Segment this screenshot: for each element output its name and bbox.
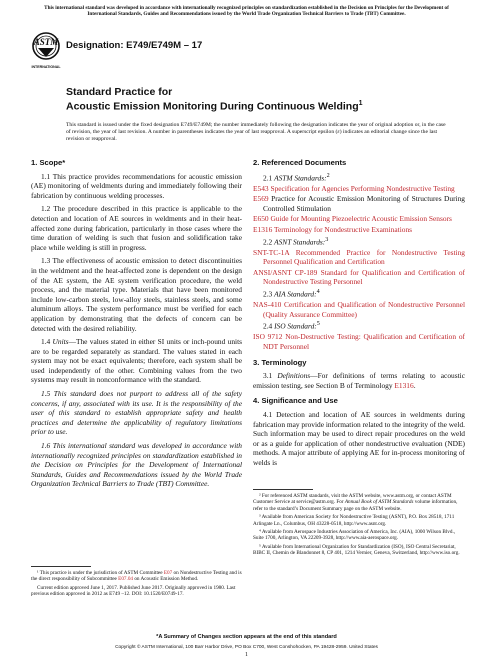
reference-item bbox=[253, 267, 465, 287]
summary-of-changes-note: *A Summary of Changes section appears at the end of this standard bbox=[156, 634, 337, 640]
scope-1-1: 1.1 This practice provides recommendations for acoustic emission (AE) monitoring of weldments during and immediately following their fabrication by continuous welding processes. bbox=[31, 171, 242, 200]
e07-link[interactable]: E07 bbox=[163, 570, 173, 576]
reference-title[interactable]: Terminology for Nondestructive Examinations bbox=[272, 225, 413, 235]
reference-title: Practice for Acoustic Emission Monitoring of Structures During Controlled Stimulation bbox=[263, 194, 465, 213]
footnotes-right bbox=[253, 493, 465, 559]
section-terminology-heading: 3. Terminology bbox=[253, 357, 307, 367]
reference-code-link[interactable]: E1316 bbox=[253, 225, 273, 235]
reference-code-link[interactable]: ANSI/ASNT CP-189 bbox=[253, 267, 318, 277]
reference-item bbox=[253, 247, 465, 267]
iso-standard-subheading: 2.4 ISO Standard:$^5$ bbox=[263, 321, 320, 331]
reference-item bbox=[253, 214, 465, 224]
reference-item bbox=[253, 225, 465, 235]
footnote-5: ⁵ Available from International Organization for Standardization (ISO), ISO Central Secretariat, BIBC II, Chemin de Blandonnet 8, CP 401, 1214 Vernier, Geneva, Switzerland, http://www.iso.org. bbox=[253, 543, 460, 557]
reference-title[interactable]: Non-Destructive Testing: Qualification and Certification of NDT Personnel bbox=[263, 332, 465, 351]
asnt-standards-subheading: 2.2 ASNT Standards:$^3$ bbox=[263, 236, 329, 247]
e1316-link[interactable]: E1316 bbox=[394, 380, 414, 390]
footnote-divider-left bbox=[31, 566, 91, 567]
aia-standard-subheading: 2.3 AIA Standard:$^4$ bbox=[263, 289, 320, 299]
copyright-line: Copyright © ASTM International, 100 Barr Harbor Drive, PO Box C700, West Conshohocken, PA 19428-2959. United States bbox=[115, 645, 378, 650]
scope-1-3: 1.3 The effectiveness of acoustic emission to detect discontinuities in the weldment and the heat-affected zone is dependent on the design of the AE system, the AE system verification procedure, the weld process, and the material type. Materials that have been monitored include low-carbon steels, low-alloy steels, stainless steels, and some aluminum alloys. The system performance must be verified for each application by demonstrating that the defects of concern can be detected with the desired reliability. bbox=[31, 256, 242, 333]
reference-code-link[interactable]: E650 bbox=[253, 214, 269, 224]
scope-1-4: 1.4 Units—The values stated in either SI units or inch-pound units are to be regarded separately as standard. The values stated in each system may not be exact equivalents; therefore, each system shall be used independently of the other. Combining values from the two systems may result in nonconformance with the standard. bbox=[31, 337, 242, 385]
astm-logo-icon bbox=[31, 30, 61, 72]
reference-title[interactable]: Certification and Qualification of Nondestructive Personnel (Quality Assurance Committee) bbox=[263, 300, 465, 319]
title-footnote-mark[interactable]: 1 bbox=[358, 100, 363, 107]
e07-04-link[interactable]: E07.04 bbox=[118, 576, 134, 583]
title-line-2: Acoustic Emission Monitoring During Continuous Welding$^1$ bbox=[66, 100, 363, 113]
reference-code-link[interactable]: NAS-410 bbox=[253, 300, 282, 310]
asnt-reference-list bbox=[253, 248, 465, 287]
reference-item bbox=[253, 332, 465, 351]
page-number: 1 bbox=[245, 652, 248, 658]
reference-title[interactable]: Guide for Mounting Piezoelectric Acoustic Emission Sensors bbox=[268, 214, 452, 224]
section-referenced-heading: 2. Referenced Documents bbox=[253, 158, 347, 167]
svg-text:INTERNATIONAL: INTERNATIONAL bbox=[31, 65, 61, 69]
footnote-4: ⁴ Available from Aerospace Industries Association of America, Inc. (AIA), 1000 Wilson Blvd., Suite 1700, Arlington, VA 22209-3928, http://www.aia-aerospace.org. bbox=[253, 529, 456, 542]
reference-code-link[interactable]: E543 bbox=[253, 183, 269, 193]
terminology-3-1: 3.1 Definitions—For definitions of terms relating to acoustic emission testing, see Section B of Terminology E1316. bbox=[253, 371, 465, 390]
significance-4-1: 4.1 Detection and location of AE sources in weldments during fabrication may provide information related to the integrity of the weld. Such information may be used to direct repair procedures on the weld or as a guide for application of other nondestructive evaluation (NDE) methods. A major attribute of applying AE for in-process monitoring of welds is bbox=[253, 409, 466, 467]
reference-code-link[interactable]: ISO 9712 bbox=[253, 332, 283, 342]
tbt-notice: This international standard was developed in accordance with internationally recognized principles on standardization established in the Decision on Principles for the Development of International Standards, Guides and Recommendations issued by the World Trade Organization Technical Barriers to Trade (TBT) Committee. bbox=[44, 5, 449, 18]
section-significance-heading: 4. Significance and Use bbox=[253, 396, 338, 406]
footnote-divider-right bbox=[253, 489, 313, 490]
scope-1-6: 1.6 This international standard was developed in accordance with internationally recognized principles on standardization established in the Decision on Principles for the Development of International Standards, Guides and Recommendations issued by the World Trade Organization Technical Barriers to Trade (TBT) Committee. bbox=[31, 441, 242, 489]
scope-1-5: 1.5 This standard does not purport to address all of the safety concerns, if any, associated with its use. It is the responsibility of the user of this standard to establish appropriate safety and health practices and determine the applicability of regulatory limitations prior to use. bbox=[31, 389, 242, 437]
scope-1-2: 1.2 The procedure described in this practice is applicable to the detection and location of AE sources in weldments and in their heat-affected zone during fabrication, particularly in those cases where the time duration of welding is such that fusion and solidification take place while welding is still in progress. bbox=[31, 204, 242, 252]
title-block bbox=[66, 86, 466, 113]
aia-reference-list bbox=[253, 300, 465, 319]
svg-text:ASTM: ASTM bbox=[33, 37, 59, 47]
iso-reference-list bbox=[253, 332, 465, 351]
astm-standards-subheading: 2.1 ASTM Standards:$^2$ bbox=[263, 172, 330, 183]
reference-title[interactable]: Specification for Agencies Performing Nondestructive Testing bbox=[268, 183, 455, 193]
reference-code-link[interactable]: E569 bbox=[253, 194, 269, 204]
reference-item bbox=[253, 300, 465, 319]
title-line-1: Standard Practice for bbox=[66, 86, 173, 98]
issuance-note: This standard is issued under the fixed designation E749/E749M; the number immediately following the designation indicates the year of original adoption or, in the case of revision, the year of last revision. A number in parentheses indicates the year of last reapproval. A superscript epsilon (ε) indicates an editorial change since the last revision or reapproval. bbox=[66, 122, 446, 142]
designation: Designation: E749/E749M – 17 bbox=[66, 40, 203, 51]
reference-item bbox=[253, 194, 465, 213]
astm-reference-list bbox=[253, 184, 465, 235]
left-column bbox=[31, 158, 242, 493]
reference-item bbox=[253, 183, 465, 194]
reference-code-link[interactable]: SNT-TC-1A bbox=[253, 247, 290, 257]
reference-title[interactable]: Standard for Qualification and Certification of Nondestructive Testing Personnel bbox=[263, 267, 465, 287]
footnote-2: ² For referenced ASTM standards, visit the ASTM website, www.astm.org, or contact ASTM Customer Service at service@astm.org. For Annual Book of ASTM Standards volume information, refer to the standard’s Document Summary page on the ASTM website. bbox=[253, 493, 458, 512]
right-column bbox=[253, 158, 465, 472]
footnote-3: ³ Available from American Society for Nondestructive Testing (ASNT), P.O. Box 28518, 1711 Arlingate Ln., Columbus, OH 43228-0518, http://www.asnt.org. bbox=[253, 514, 455, 527]
footnote-1: ¹ This practice is under the jurisdiction of ASTM Committee E07 on Nondestructive Testing and is the direct responsibility of Subcommittee E07.04 on Acoustic Emission Method. Current edition approved June 1, 2017. Published June 2017. Originally approved in 1980. Last previous edition approved in 2012 as E749 –12. DOI: 10.1520/E0749-17. bbox=[31, 570, 242, 598]
reference-title[interactable]: Recommended Practice for Nondestructive Testing Personnel Qualification and Certification bbox=[263, 247, 465, 267]
section-scope-heading: 1. Scope* bbox=[31, 158, 66, 167]
